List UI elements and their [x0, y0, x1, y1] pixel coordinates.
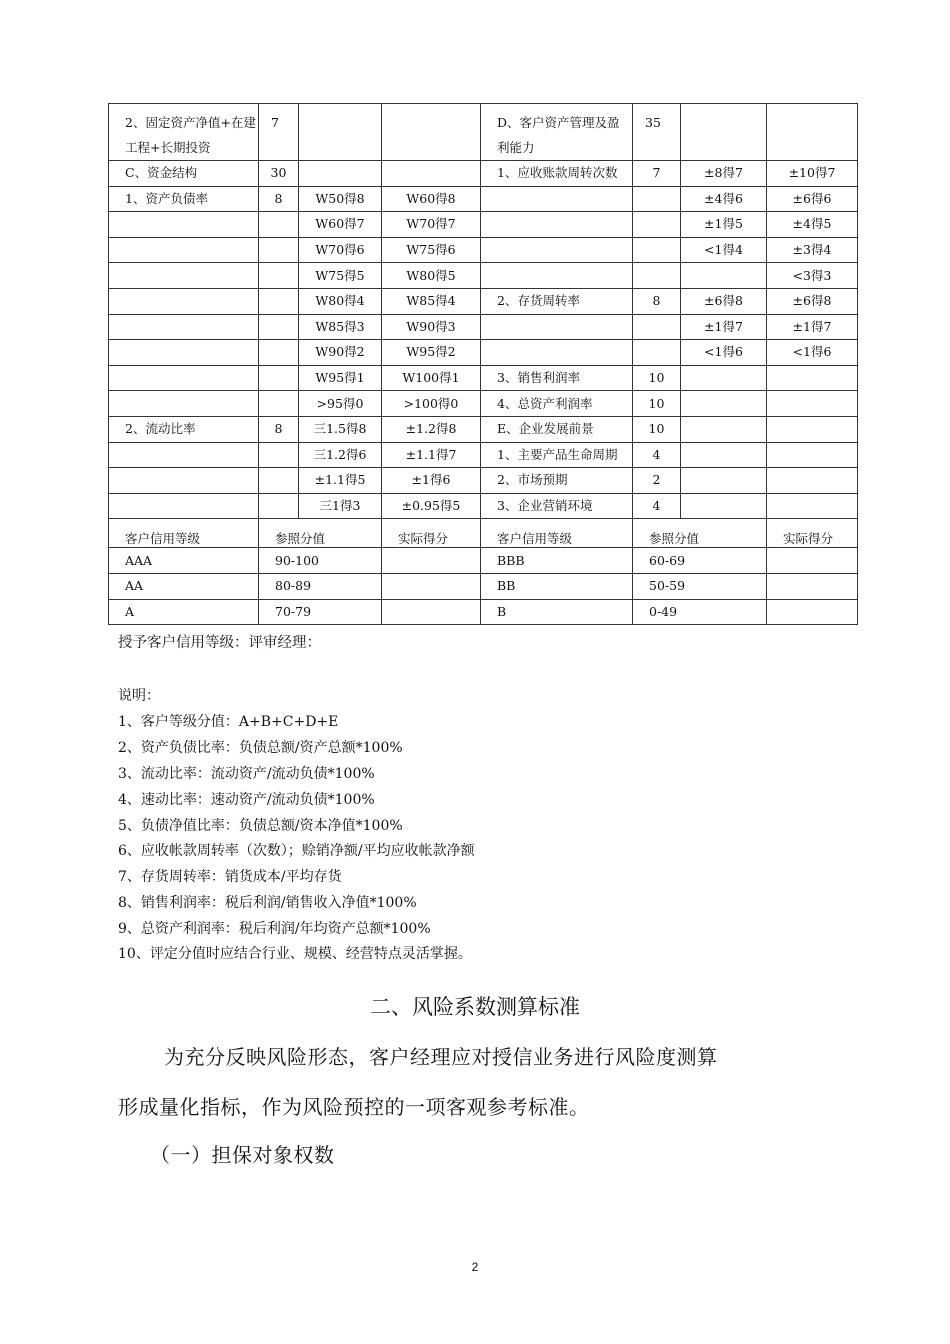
grade-header-cell: 实际得分 — [767, 519, 858, 548]
table-cell: ±1.1得5 — [299, 468, 382, 494]
table-cell: 4 — [633, 493, 681, 519]
table-cell — [259, 493, 299, 519]
table-cell: 1、资产负债率 — [109, 186, 259, 212]
table-cell — [633, 340, 681, 366]
grade-row — [109, 599, 858, 625]
grade-cell: A — [109, 599, 259, 625]
table-cell: <3得3 — [767, 263, 858, 289]
table-cell — [109, 391, 259, 417]
table-row — [109, 314, 858, 340]
table-cell — [259, 263, 299, 289]
table-cell: 1、主要产品生命周期 — [481, 442, 633, 468]
table-cell: 1、应收账款周转次数 — [481, 161, 633, 187]
table-cell: W70得7 — [382, 212, 481, 238]
table-cell: 3、企业营销环境 — [481, 493, 633, 519]
table-cell: ±10得7 — [767, 161, 858, 187]
grade-cell: 80-89 — [259, 573, 382, 599]
table-cell: 三1得3 — [299, 493, 382, 519]
grade-header-cell: 客户信用等级 — [481, 519, 633, 548]
table-cell — [109, 237, 259, 263]
table-cell: 8 — [259, 416, 299, 442]
table-row — [109, 212, 858, 238]
table-cell — [633, 263, 681, 289]
table-cell — [681, 442, 767, 468]
table-cell — [259, 288, 299, 314]
table-cell: 35 — [633, 104, 681, 161]
table-cell: ±4得6 — [681, 186, 767, 212]
subheading: （一）担保对象权数 — [150, 1143, 335, 1167]
table-cell: W95得1 — [299, 365, 382, 391]
table-cell: 10 — [633, 416, 681, 442]
table-cell: C、资金结构 — [109, 161, 259, 187]
table-cell — [681, 104, 767, 161]
paragraph-line: 为充分反映风险形态，客户经理应对授信业务进行风险度测算 — [164, 1045, 718, 1069]
table-cell: D、客户资产管理及盈利能力 — [481, 104, 633, 161]
table-cell — [109, 468, 259, 494]
table-cell — [109, 314, 259, 340]
table-cell — [681, 468, 767, 494]
table-cell: W90得3 — [382, 314, 481, 340]
table-cell: 3、销售利润率 — [481, 365, 633, 391]
table-cell: W80得5 — [382, 263, 481, 289]
table-row — [109, 493, 858, 519]
table-row — [109, 161, 858, 187]
table-row — [109, 288, 858, 314]
table-cell — [259, 212, 299, 238]
table-row — [109, 263, 858, 289]
grade-header-cell: 客户信用等级 — [109, 519, 259, 548]
table-cell — [109, 263, 259, 289]
table-cell: >95得0 — [299, 391, 382, 417]
table-row — [109, 186, 858, 212]
table-cell — [767, 104, 858, 161]
credit-score-table — [108, 103, 858, 625]
table-cell — [481, 212, 633, 238]
table-cell — [299, 104, 382, 161]
table-cell: ±3得4 — [767, 237, 858, 263]
table-cell: W70得6 — [299, 237, 382, 263]
table-cell: ±1得6 — [382, 468, 481, 494]
table-cell — [481, 340, 633, 366]
table-cell: ±1得7 — [767, 314, 858, 340]
table-cell: ±1得7 — [681, 314, 767, 340]
page-number: 2 — [471, 1260, 479, 1274]
table-cell — [481, 263, 633, 289]
table-cell: W100得1 — [382, 365, 481, 391]
table-cell: W80得4 — [299, 288, 382, 314]
grade-cell — [382, 599, 481, 625]
table-cell — [259, 314, 299, 340]
grade-header-cell: 实际得分 — [382, 519, 481, 548]
table-cell: 4 — [633, 442, 681, 468]
table-cell: ±0.95得5 — [382, 493, 481, 519]
table-cell: W95得2 — [382, 340, 481, 366]
grade-cell — [382, 573, 481, 599]
table-cell — [767, 365, 858, 391]
table-cell: <1得6 — [681, 340, 767, 366]
table-cell: 30 — [259, 161, 299, 187]
table-cell — [681, 263, 767, 289]
grade-row — [109, 573, 858, 599]
table-cell: ±6得6 — [767, 186, 858, 212]
table-cell — [481, 237, 633, 263]
table-cell: 7 — [633, 161, 681, 187]
table-cell: W90得2 — [299, 340, 382, 366]
grade-cell: 0-49 — [633, 599, 767, 625]
grade-cell: AAA — [109, 548, 259, 574]
table-cell: 2 — [633, 468, 681, 494]
grade-cell: 90-100 — [259, 548, 382, 574]
table-cell: ±1.1得7 — [382, 442, 481, 468]
table-cell — [633, 212, 681, 238]
table-cell: <1得6 — [767, 340, 858, 366]
table-cell: 4、总资产利润率 — [481, 391, 633, 417]
table-cell: ±1.2得8 — [382, 416, 481, 442]
note-item: 3、流动比率：流动资产/流动负债*100% — [118, 766, 375, 782]
note-item: 1、客户等级分值：A+B+C+D+E — [118, 714, 339, 730]
table-cell — [109, 493, 259, 519]
table-cell — [633, 186, 681, 212]
table-cell: 2、市场预期 — [481, 468, 633, 494]
table-cell: <1得4 — [681, 237, 767, 263]
grade-header-row — [109, 519, 858, 548]
paragraph-line: 形成量化指标，作为风险预控的一项客观参考标准。 — [118, 1095, 590, 1119]
table-cell — [109, 340, 259, 366]
table-cell — [299, 161, 382, 187]
table-cell — [481, 186, 633, 212]
table-cell: 2、存货周转率 — [481, 288, 633, 314]
table-row — [109, 237, 858, 263]
grade-row — [109, 548, 858, 574]
table-cell — [633, 314, 681, 340]
note-item: 4、速动比率：速动资产/流动负债*100% — [118, 792, 375, 808]
table-row — [109, 391, 858, 417]
table-cell — [767, 493, 858, 519]
table-cell: 10 — [633, 365, 681, 391]
grade-cell: 60-69 — [633, 548, 767, 574]
table-cell: 10 — [633, 391, 681, 417]
grade-header-cell: 参照分值 — [259, 519, 382, 548]
table-cell — [109, 212, 259, 238]
table-cell: W60得7 — [299, 212, 382, 238]
table-cell: W50得8 — [299, 186, 382, 212]
table-row — [109, 340, 858, 366]
table-cell: 8 — [259, 186, 299, 212]
table-cell: ±1得5 — [681, 212, 767, 238]
table-cell: 三1.5得8 — [299, 416, 382, 442]
table-cell — [633, 237, 681, 263]
grade-cell — [767, 599, 858, 625]
table-cell: 2、固定资产净值+在建工程+长期投资 — [109, 104, 259, 161]
grade-cell: 70-79 — [259, 599, 382, 625]
table-cell: ±6得8 — [681, 288, 767, 314]
grade-cell — [767, 548, 858, 574]
table-cell — [109, 365, 259, 391]
table-cell: >100得0 — [382, 391, 481, 417]
table-row — [109, 365, 858, 391]
table-cell: 三1.2得6 — [299, 442, 382, 468]
table-cell — [681, 391, 767, 417]
table-cell: W75得6 — [382, 237, 481, 263]
table-row — [109, 416, 858, 442]
table-cell — [681, 493, 767, 519]
table-cell: 7 — [259, 104, 299, 161]
note-item: 6、应收帐款周转率（次数）；赊销净额/平均应收帐款净额 — [118, 843, 475, 859]
note-item: 2、资产负债比率：负债总额/资产总额*100% — [118, 740, 403, 756]
note-item: 9、总资产利润率：税后利润/年均资产总额*100% — [118, 921, 431, 937]
grant-line: 授予客户信用等级：评审经理： — [118, 635, 321, 651]
table-cell — [681, 365, 767, 391]
table-cell — [767, 468, 858, 494]
table-cell: W75得5 — [299, 263, 382, 289]
table-cell — [259, 340, 299, 366]
note-item: 8、销售利润率：税后利润/销售收入净值*100% — [118, 895, 417, 911]
table-row — [109, 104, 858, 161]
grade-cell — [767, 573, 858, 599]
table-cell: W85得4 — [382, 288, 481, 314]
notes-title: 说明： — [118, 688, 160, 704]
table-cell — [767, 391, 858, 417]
table-cell: 2、流动比率 — [109, 416, 259, 442]
table-cell — [109, 442, 259, 468]
note-item: 7、存货周转率：销货成本/平均存货 — [118, 869, 342, 885]
table-cell: W85得3 — [299, 314, 382, 340]
table-cell — [259, 391, 299, 417]
table-cell — [681, 416, 767, 442]
table-cell: E、企业发展前景 — [481, 416, 633, 442]
table-cell — [259, 237, 299, 263]
table-cell: 8 — [633, 288, 681, 314]
grade-cell: AA — [109, 573, 259, 599]
table-cell: ±8得7 — [681, 161, 767, 187]
table-cell — [382, 161, 481, 187]
table-cell — [259, 442, 299, 468]
grade-cell — [382, 548, 481, 574]
table-cell — [481, 314, 633, 340]
grade-cell: BB — [481, 573, 633, 599]
table-cell — [767, 416, 858, 442]
table-cell: W60得8 — [382, 186, 481, 212]
table-cell — [259, 468, 299, 494]
table-cell — [109, 288, 259, 314]
grade-cell: B — [481, 599, 633, 625]
note-item: 10、评定分值时应结合行业、规模、经营特点灵活掌握。 — [118, 946, 472, 962]
grade-header-cell: 参照分值 — [633, 519, 767, 548]
section-heading: 二、风险系数测算标准 — [370, 995, 580, 1019]
table-cell — [767, 442, 858, 468]
table-cell — [382, 104, 481, 161]
table-row — [109, 442, 858, 468]
grade-cell: BBB — [481, 548, 633, 574]
table-cell — [259, 365, 299, 391]
table-cell: ±6得8 — [767, 288, 858, 314]
grade-cell: 50-59 — [633, 573, 767, 599]
table-row — [109, 468, 858, 494]
table-cell: ±4得5 — [767, 212, 858, 238]
note-item: 5、负债净值比率：负债总额/资本净值*100% — [118, 818, 403, 834]
